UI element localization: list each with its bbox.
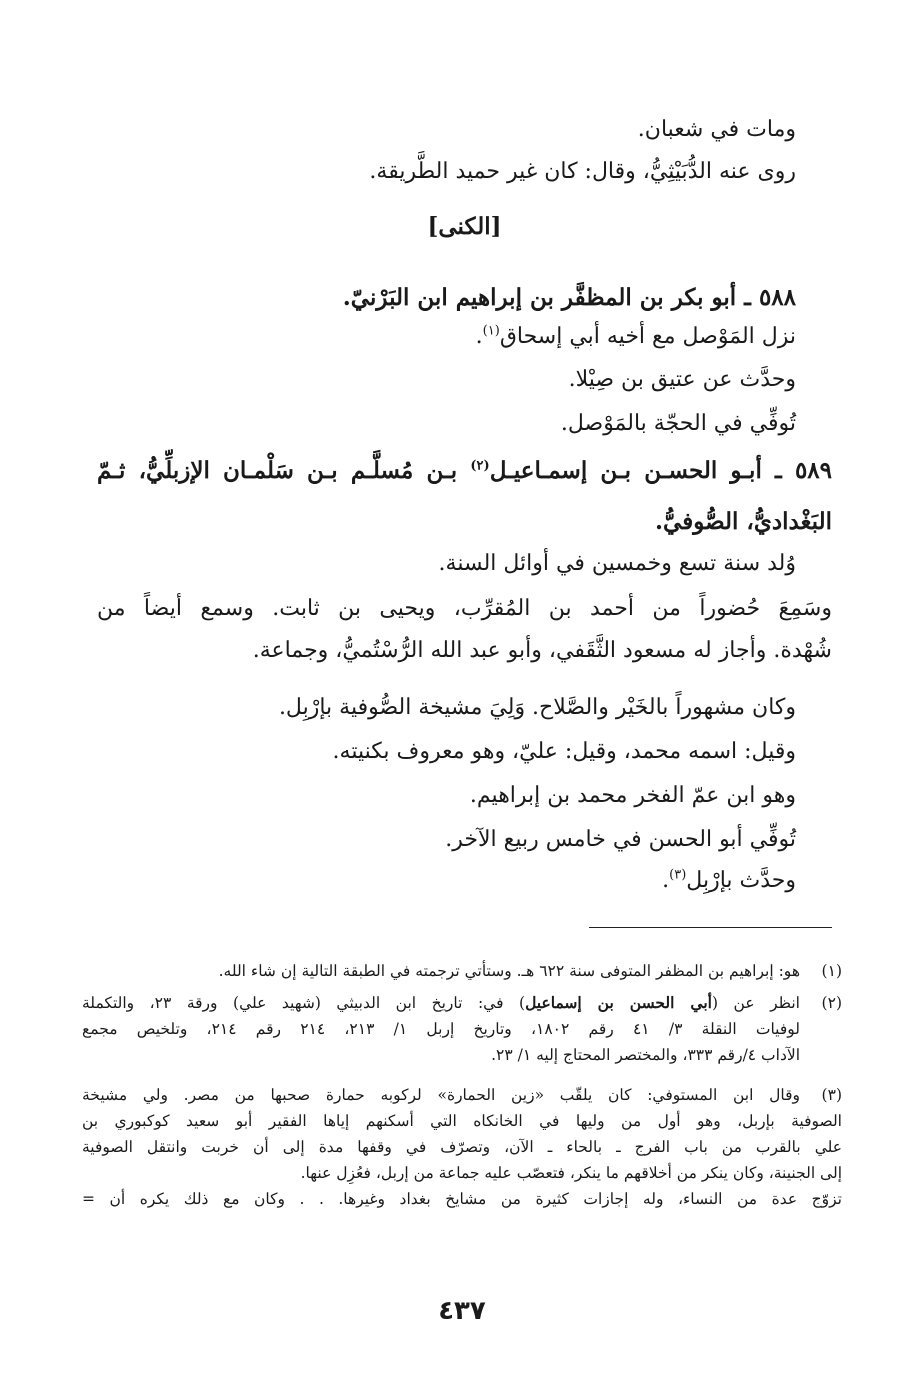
footnote-number: (٣): [821, 1086, 842, 1104]
entry-588-title: ٥٨٨ ـ أبو بكر بن المظفَّر بن إبراهيم ابن البَرْنيّ.: [342, 284, 796, 311]
footnote-ref: (٢): [470, 458, 490, 474]
footnote-line: هو: إبراهيم بن المظفر المتوفى سنة ٦٢٢ هـ. وستأتي ترجمته في الطبقة التالية إن شاء الله.: [218, 962, 800, 980]
footnote-ref: (٣): [669, 867, 687, 883]
text-line: وكان مشهوراً بالخَيْر والصَّلاح. وَلِيَ مشيخة الصُّوفية بإرْبِل.: [278, 695, 796, 720]
text-run: ) في: تاريخ ابن الدبيثي (شهيد علي) ورقة ٢٣، والتكملة: [82, 994, 526, 1012]
footnote-3-cont: [82, 1108, 842, 1212]
text-line: روى عنه الدُّبَيْثِيُّ، وقال: كان غير حميد الطَّريقة.: [369, 159, 796, 184]
text-line: وهو ابن عمّ الفخر محمد بن إبراهيم.: [469, 783, 796, 808]
text-run: انظر عن (: [711, 994, 800, 1012]
text-run: بـن مُسلَّـم بـن سَلْمـان الإزبلِّيُّ، ثـمّ: [97, 457, 471, 484]
text-line: ومات في شعبان.: [637, 117, 796, 142]
footnote-separator: [589, 927, 832, 928]
text-run: ٥٨٩ ـ أبـو الحسـن بـن إسمـاعيـل: [489, 457, 832, 484]
text-line: شُهْدة. وأجاز له مسعود الثَّقَفي، وأبو عبد الله الرُّسْتُميُّ، وجماعة.: [252, 638, 832, 663]
text-run: نزل المَوْصل مع أخيه أبي إسحاق: [499, 324, 796, 349]
text-run: وحدَّث بإرْبِل: [686, 868, 796, 893]
footnote-line: إلى الجنينة، وكان ينكر من أخلاقهم ما ينكر، فتعصّب عليه جماعة من إربل، فعُزِل عنها.: [300, 1164, 842, 1182]
footnote-line: الصوفية بإربل، وهو أول من وليها في الخانكاه التي أسكنهم إياها الفقير أبو سعيد كوكبوري بن: [82, 1112, 842, 1130]
text-line: [662, 866, 796, 896]
text-line: وحدَّث عن عتيق بن صِيْلا.: [568, 367, 796, 392]
text-line: وسَمِعَ حُضوراً من أحمد بن المُقرِّب، ويحيى بن ثابت. وسمع أيضاً من: [97, 596, 832, 621]
text-line: تُوفِّي أبو الحسن في خامس ربيع الآخر.: [445, 827, 796, 852]
entry-589-title-cont: البَغْداديُّ، الصُّوفيُّ.: [655, 508, 832, 535]
footnote-ref: (١): [482, 323, 500, 339]
text-run: أبي الحسن بن إسماعيل: [525, 993, 712, 1012]
text-line: وُلد سنة تسع وخمسين في أوائل السنة.: [438, 551, 796, 576]
section-heading: [الكنى]: [427, 213, 502, 240]
text-run: .: [475, 324, 483, 349]
footnote-line: الآداب ٤/رقم ٣٣٣، والمختصر المحتاج إليه ١/ ٢٣.: [491, 1046, 800, 1064]
text-run: .: [662, 868, 670, 893]
text-line: [476, 322, 796, 352]
text-line: وقيل: اسمه محمد، وقيل: عليّ، وهو معروف بكنيته.: [332, 739, 796, 764]
footnote-number: (٢): [821, 994, 842, 1012]
footnote-number: (١): [821, 962, 842, 980]
footnote-1: [82, 958, 842, 984]
footnote-line: وقال ابن المستوفي: كان يلقّب «زين الحمارة» لركوبه حمارة صحبها من مصر. ولي مشيخة: [82, 1086, 800, 1104]
text-line: تُوفِّي في الحجّة بالمَوْصل.: [560, 411, 796, 436]
footnote-line: [82, 990, 800, 1016]
footnote-line: لوفيات النقلة ٣/ ٤١ رقم ١٨٠٢، وتاريخ إربل ١/ ٢١٣، ٢١٤ رقم ٢١٤، وتلخيص مجمع: [82, 1020, 800, 1038]
footnote-line: تزوّج عدة من النساء، وله إجازات كثيرة من مشايخ بغداد وغيرها. . . وكان مع ذلك يكره أن =: [82, 1190, 842, 1208]
footnote-line: علي بالقرب من باب الفرج ـ بالحاء ـ الآن، وتصرّف في وقفها مدة إلى أن خربت وانتقل الصوفية: [82, 1138, 842, 1156]
footnote-3: [82, 1082, 842, 1108]
entry-589-title: [97, 456, 832, 486]
footnote-2: [82, 990, 842, 1068]
page-number: ٤٣٧: [438, 1296, 486, 1326]
